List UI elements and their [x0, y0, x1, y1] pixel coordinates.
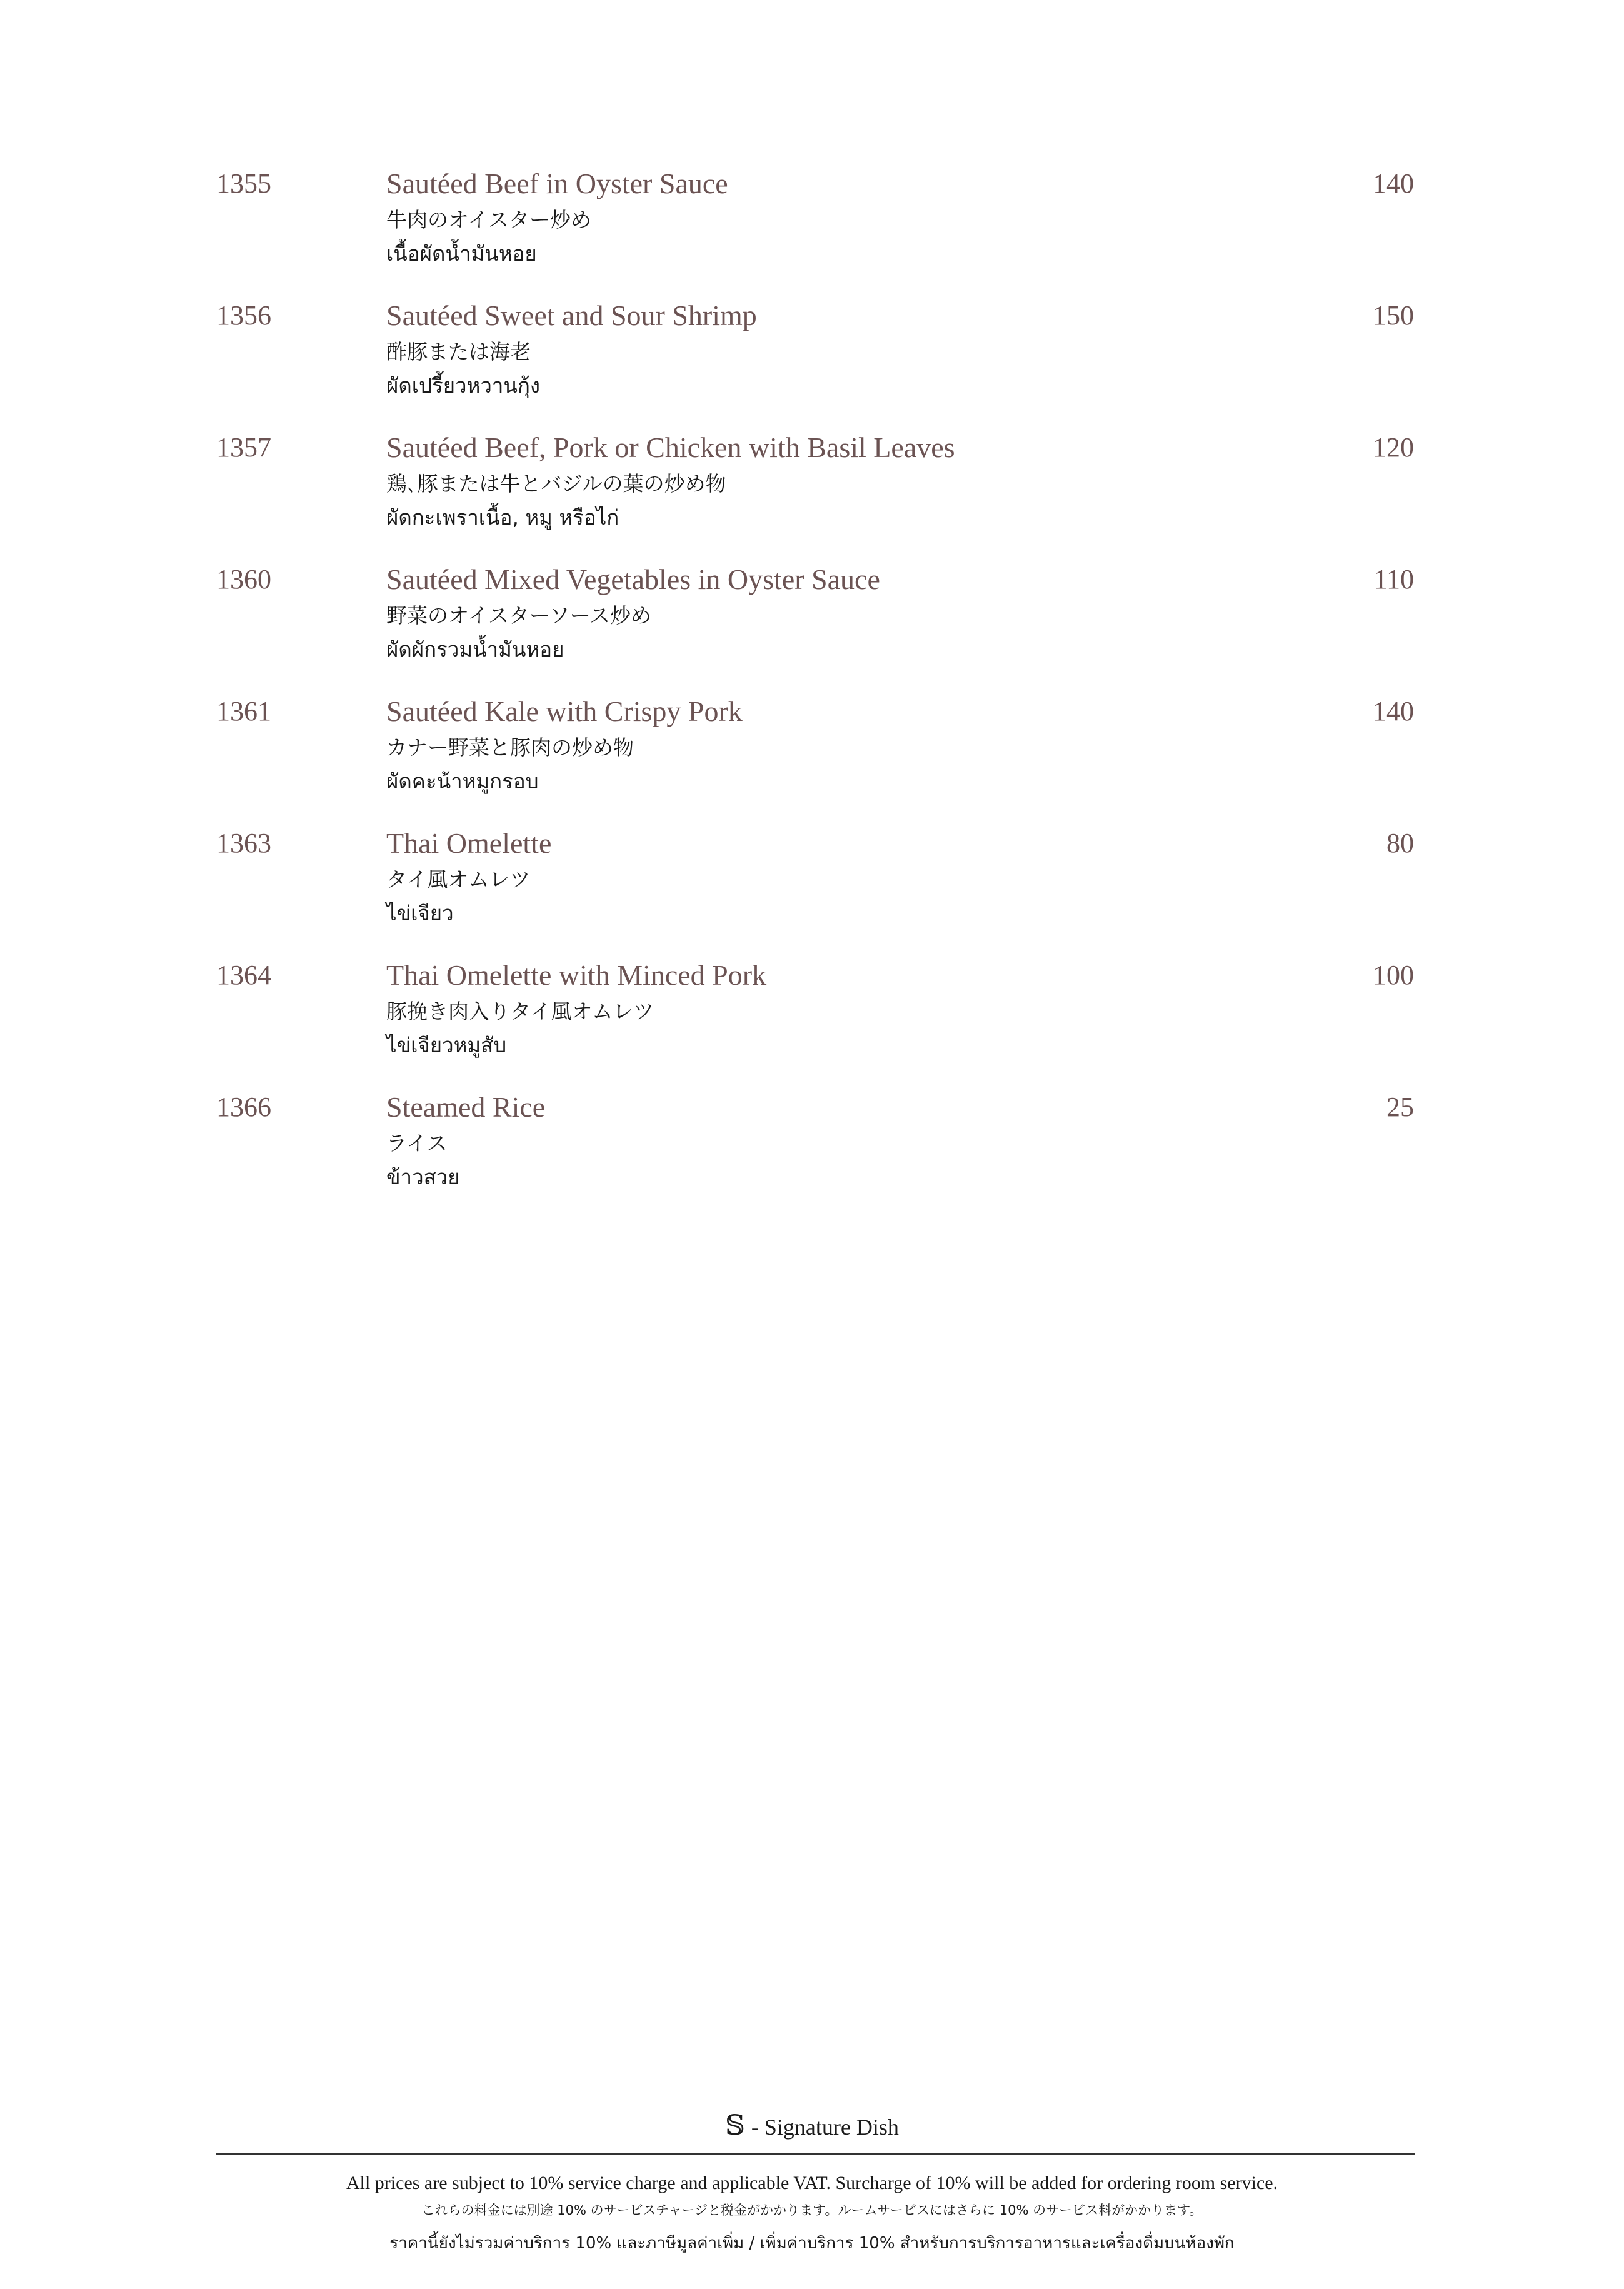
item-name-english: Sautéed Kale with Crispy Pork	[386, 695, 743, 727]
item-names	[386, 296, 757, 403]
item-code: 1363	[216, 828, 271, 858]
item-name-japanese: 牛肉のオイスター炒め	[386, 208, 592, 232]
item-code: 1364	[216, 960, 271, 990]
footer-divider	[216, 2153, 1415, 2155]
footer-note-thai: ราคานี้ยังไม่รวมค่าบริการ 10% และภาษีมูลค่าเพิ่ม / เพิ่มค่าบริการ 10% สำหรับการบริการอาหารและเครื่องดื่มบนห้องพัก	[389, 2234, 1235, 2253]
item-name-japanese: 野菜のオイスターソース炒め	[386, 603, 652, 628]
menu-item	[216, 428, 1414, 560]
item-price: 100	[1373, 960, 1414, 990]
item-name-english: Sautéed Beef, Pork or Chicken with Basil Leaves	[386, 431, 955, 463]
menu-item	[216, 955, 1414, 1087]
item-code: 1360	[216, 564, 271, 595]
menu-item	[216, 823, 1414, 955]
item-names	[386, 164, 728, 271]
item-price: 110	[1373, 564, 1414, 595]
item-name-english: Thai Omelette	[386, 827, 552, 859]
menu-item	[216, 164, 1414, 296]
item-names	[386, 1087, 545, 1195]
item-name-japanese: ライス	[386, 1131, 448, 1155]
item-name-thai: ผัดผักรวมน้ำมันหอย	[386, 637, 564, 662]
item-code: 1357	[216, 432, 271, 463]
item-names	[386, 428, 955, 535]
item-name-thai: ไข่เจียวหมูสับ	[386, 1033, 507, 1057]
item-name-english: Sautéed Mixed Vegetables in Oyster Sauce	[386, 563, 880, 595]
item-price: 80	[1386, 828, 1414, 858]
item-name-thai: ผัดกะเพราเนื้อ, หมู หรือไก่	[386, 505, 619, 530]
item-name-english: Sautéed Beef in Oyster Sauce	[386, 168, 728, 199]
item-name-english: Sautéed Sweet and Sour Shrimp	[386, 299, 757, 331]
item-code: 1355	[216, 168, 271, 199]
item-code: 1366	[216, 1092, 271, 1122]
item-name-thai: ผัดเปรี้ยวหวานกุ้ง	[386, 373, 541, 398]
item-names	[386, 955, 766, 1063]
menu-item	[216, 692, 1414, 823]
item-names	[386, 692, 743, 799]
item-price: 140	[1373, 696, 1414, 727]
item-name-japanese: 酢豚または海老	[386, 340, 531, 364]
item-code: 1361	[216, 696, 271, 727]
item-names	[386, 823, 551, 931]
footer-note-japanese: これらの料金には別途 10% のサービスチャージと税金がかかります。ルームサービスにはさらに 10% のサービス料がかかります。	[421, 2203, 1203, 2218]
item-name-japanese: カナー野菜と豚肉の炒め物	[386, 735, 634, 760]
item-name-thai: ข้าวสวย	[386, 1165, 460, 1189]
item-name-thai: ผัดคะน้าหมูกรอบ	[386, 769, 539, 793]
item-names	[386, 560, 880, 667]
item-name-english: Thai Omelette with Minced Pork	[386, 959, 767, 991]
menu-item	[216, 296, 1414, 428]
menu-item	[216, 1087, 1414, 1219]
signature-dish-legend	[0, 2110, 1624, 2143]
signature-legend-label: - Signature Dish	[751, 2115, 899, 2140]
menu-item	[216, 560, 1414, 692]
item-name-japanese: タイ風オムレツ	[386, 867, 531, 892]
signature-icon: 𝕊	[725, 2110, 745, 2141]
item-price: 150	[1373, 300, 1414, 331]
item-name-japanese: 豚挽き肉入りタイ風オムレツ	[386, 999, 654, 1024]
item-name-thai: เนื้อผัดน้ำมันหอย	[386, 241, 537, 266]
item-price: 120	[1373, 432, 1414, 463]
item-price: 140	[1373, 168, 1414, 199]
footer-note-english: All prices are subject to 10% service charge and applicable VAT. Surcharge of 10% will be added for ordering room service.	[346, 2173, 1278, 2193]
item-name-thai: ไข่เจียว	[386, 901, 454, 925]
item-code: 1356	[216, 300, 271, 331]
item-name-english: Steamed Rice	[386, 1091, 546, 1123]
menu-list	[216, 164, 1414, 1219]
item-price: 25	[1386, 1092, 1414, 1122]
item-name-japanese: 鶏､豚または牛とバジルの葉の炒め物	[386, 471, 726, 496]
